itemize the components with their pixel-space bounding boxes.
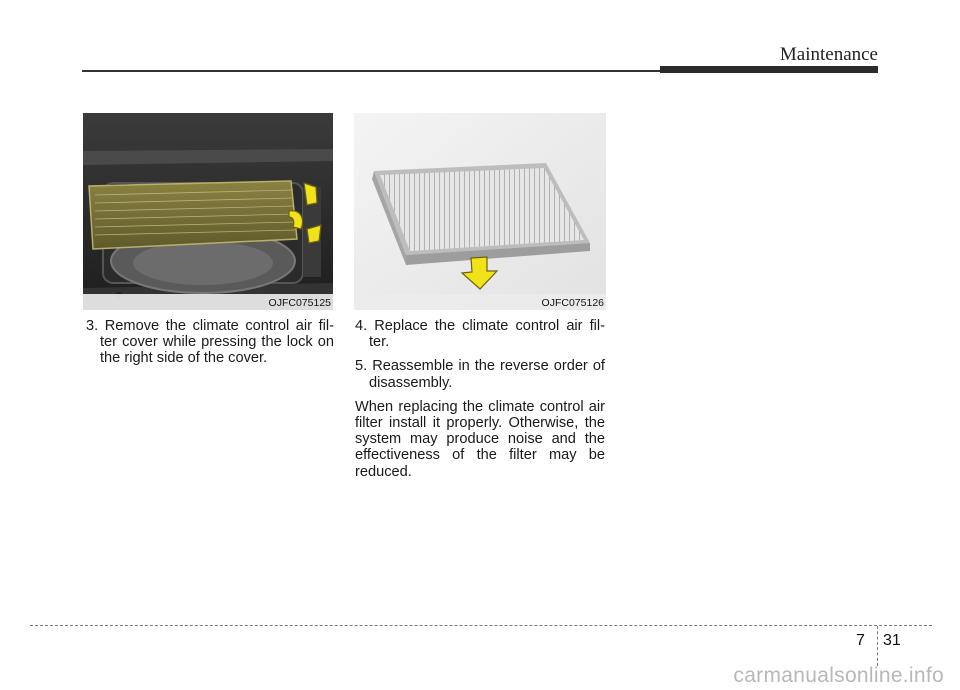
right-column-text bbox=[355, 318, 605, 480]
footer-rule bbox=[30, 625, 932, 626]
chapter-number: 7 bbox=[856, 632, 865, 649]
figure-air-filter bbox=[354, 113, 606, 310]
air-filter-illustration bbox=[354, 113, 606, 310]
left-column-text bbox=[86, 318, 334, 375]
step-4: 4. Replace the climate control air fil-ter. bbox=[355, 318, 605, 351]
step-5: 5. Reassemble in the reverse order of disassembly. bbox=[355, 358, 605, 391]
page-divider bbox=[877, 626, 878, 666]
figure-caption: OJFC075125 bbox=[268, 297, 331, 309]
page-number: 31 bbox=[883, 632, 901, 649]
header-rule-thick bbox=[660, 66, 878, 73]
figure-caption: OJFC075126 bbox=[541, 297, 604, 309]
step-3: 3. Remove the climate control air fil-ter cover while pressing the lock on the right side of the cover. bbox=[86, 318, 334, 367]
header-rule-thin bbox=[82, 70, 662, 72]
watermark: carmanualsonline.info bbox=[733, 664, 944, 687]
note-paragraph: When replacing the climate control air filter install it properly. Otherwise, the system may produce noise and the effectiveness of the filter may be reduced. bbox=[355, 398, 605, 480]
section-title: Maintenance bbox=[779, 44, 878, 65]
filter-cover-illustration bbox=[83, 113, 333, 310]
figure-filter-cover bbox=[83, 113, 333, 310]
